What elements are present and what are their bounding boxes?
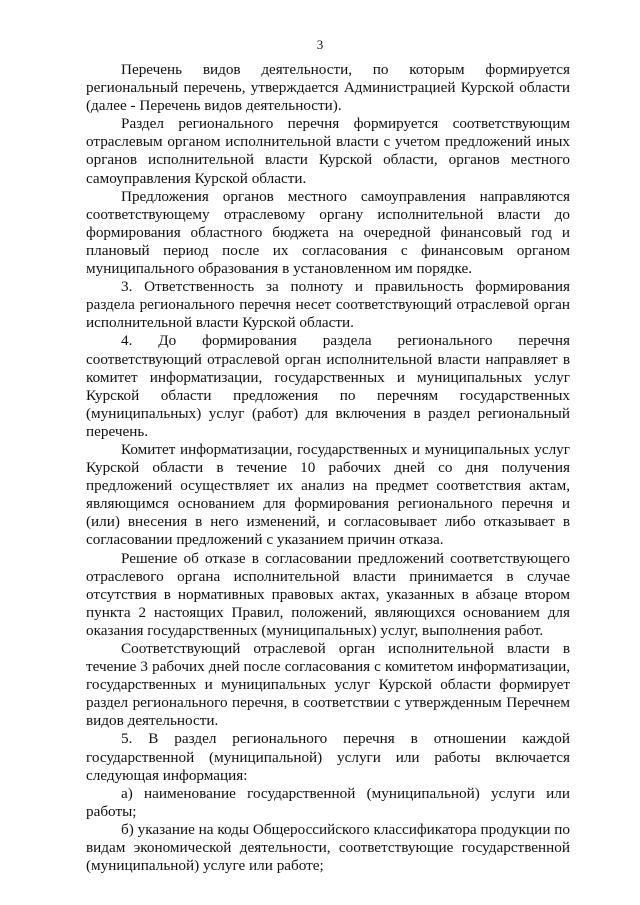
paragraph-subitem-b: б) указание на коды Общероссийского классификатора продукции по видам экономической деятельности, соответствующие государственной (муниципальной) услуге или работе; <box>86 820 570 875</box>
paragraph-item-3-responsibility: 3. Ответственность за полноту и правильность формирования раздела регионального перечня несет соответствующий отраслевой орган исполнительной власти Курской области. <box>86 278 570 332</box>
paragraph-item-5-information: 5. В раздел регионального перечня в отношении каждой государственной (муниципальной) услуги или работы включается следующая информация: <box>86 730 570 784</box>
paragraph-local-proposals: Предложения органов местного самоуправления направляются соответствующему отраслевому органу исполнительной власти до формирования областного бюджета на очередной финансовый год и плановый период после их согласования с финансовым органом муниципального образования в установленном им порядке. <box>86 187 570 278</box>
paragraph-section-forming-deadline: Соответствующий отраслевой орган исполнительной власти в течение 3 рабочих дней после согласования с комитетом информатизации, государственных и муниципальных услуг Курской области формирует раздел регионального перечня, в соответствии с утвержденным Перечнем видов деятельности. <box>86 640 570 730</box>
paragraph-subitem-a: а) наименование государственной (муниципальной) услуги или работы; <box>86 784 570 820</box>
document-body <box>86 61 570 875</box>
paragraph-item-4-proposals: 4. До формирования раздела регионального перечня соответствующий отраслевой орган исполнительной власти направляет в комитет информатизации, государственных и муниципальных услуг Курской области предложения по перечням государственных (муниципальных) услуг (работ) для включения в раздел региональный перечень. <box>86 332 570 440</box>
paragraph-activity-list: Перечень видов деятельности, по которым формируется региональный перечень, утверждается Администрацией Курской области (далее - Перечень видов деятельности). <box>86 61 570 115</box>
paragraph-refusal-decision: Решение об отказе в согласовании предложений соответствующего отраслевого органа исполнительной власти принимается в случае отсутствия в нормативных правовых актах, указанных в абзаце втором пункта 2 настоящих Правил, положений, являющихся основанием для оказания государственных (муниципальных) услуг, выполнения работ. <box>86 549 570 639</box>
page-number: 3 <box>316 37 324 52</box>
paragraph-committee-analysis: Комитет информатизации, государственных и муниципальных услуг Курской области в течение 10 рабочих дней со дня получения предложений осуществляет их анализ на предмет соответствия актам, являющимся основанием для формирования регионального перечня и (или) внесения в него изменений, и согласовывает либо отказывает в согласовании предложений с указанием причин отказа. <box>86 440 570 549</box>
paragraph-section-formation: Раздел регионального перечня формируется соответствующим отраслевым органом исполнительной власти с учетом предложений иных органов исполнительной власти Курской области, органов местного самоуправления Курской области. <box>86 115 570 187</box>
